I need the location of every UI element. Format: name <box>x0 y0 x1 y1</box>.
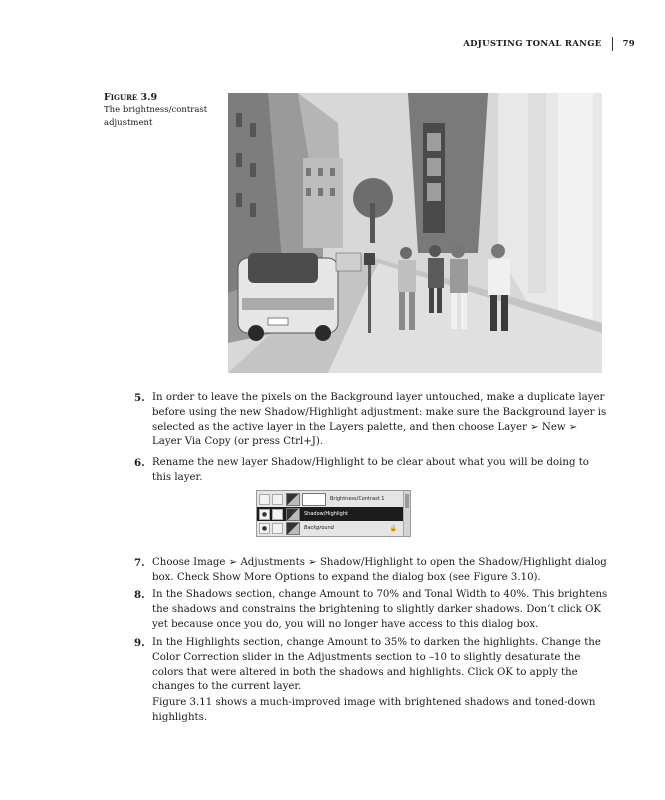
layer-row <box>257 521 403 535</box>
step-number: 6. <box>134 457 145 469</box>
running-head-divider <box>612 37 613 51</box>
step-text: Rename the new layer Shadow/Highlight to be clear about what you will be doing to this layer. <box>152 457 589 483</box>
step-number: 7. <box>134 557 145 569</box>
running-head-title: ADJUSTING TONAL RANGE <box>463 39 602 49</box>
layer-thumbnail <box>286 522 300 535</box>
layer-thumbnail <box>286 508 300 521</box>
figure-caption <box>104 91 224 130</box>
step-number: 5. <box>134 392 145 404</box>
eye-icon: ● <box>259 509 270 520</box>
running-head <box>463 37 635 51</box>
step-5 <box>134 391 609 450</box>
step-text: In the Highlights section, change Amount to 35% to darken the highlights. Change the Color Correction slider in the Adjustments section to –10 to slightly desaturate the colors that were altered in both the shadows and highlights. Click OK to apply the changes to the current layer. <box>152 637 601 693</box>
layer-row-selected <box>257 507 403 521</box>
lock-icon: 🔒 <box>389 524 397 532</box>
step-text: Choose Image ➢ Adjustments ➢ Shadow/Highlight to open the Shadow/Highlight dialog box. Check Show More Options to expand the dialog box (see Figure 3.10). <box>152 557 607 583</box>
eye-icon: ● <box>259 523 270 534</box>
layer-name: Background <box>304 525 334 531</box>
van <box>238 253 338 341</box>
scroll-thumb <box>405 494 409 508</box>
layer-name: Shadow/Highlight <box>304 511 348 517</box>
layers-palette-screenshot <box>256 490 411 537</box>
layer-mask-thumbnail <box>302 493 326 506</box>
step-7 <box>134 556 609 586</box>
figure-photo <box>228 93 602 373</box>
palette-scrollbar <box>403 491 410 536</box>
step-text: In order to leave the pixels on the Background layer untouched, make a duplicate layer before using the new Shadow/Highlight adjustment: make sure the Background layer is selected as the active layer in the Layers palette, and then choose Layer ➢ New ➢ Layer Via Copy (or press Ctrl+J). <box>152 392 607 448</box>
link-box <box>272 523 283 534</box>
layer-name: Brightness/Contrast 1 <box>330 496 385 502</box>
link-box <box>272 494 283 505</box>
step-number: 8. <box>134 589 145 601</box>
figure-label: Figure 3.9 <box>104 92 158 103</box>
adjustment-thumbnail <box>286 493 300 506</box>
step-text: In the Shadows section, change Amount to 70% and Tonal Width to 40%. This brightens the shadows and constrains the brightening to slightly darker shadows. Don’t click OK yet because once you do, you will no longer have access to this dialog box. <box>152 589 608 630</box>
figure-caption-text: The brightness/contrast adjustment <box>104 105 208 128</box>
page-number: 79 <box>622 39 635 49</box>
step-9 <box>134 636 609 695</box>
step-6 <box>134 456 609 486</box>
step-number: 9. <box>134 637 145 649</box>
step-8 <box>134 588 609 632</box>
brush-icon <box>272 509 283 520</box>
layer-row <box>257 492 403 506</box>
visibility-box <box>259 494 270 505</box>
street-scene-image <box>228 93 602 373</box>
closing-paragraph: Figure 3.11 shows a much-improved image with brightened shadows and toned-down highlights. <box>152 697 596 723</box>
